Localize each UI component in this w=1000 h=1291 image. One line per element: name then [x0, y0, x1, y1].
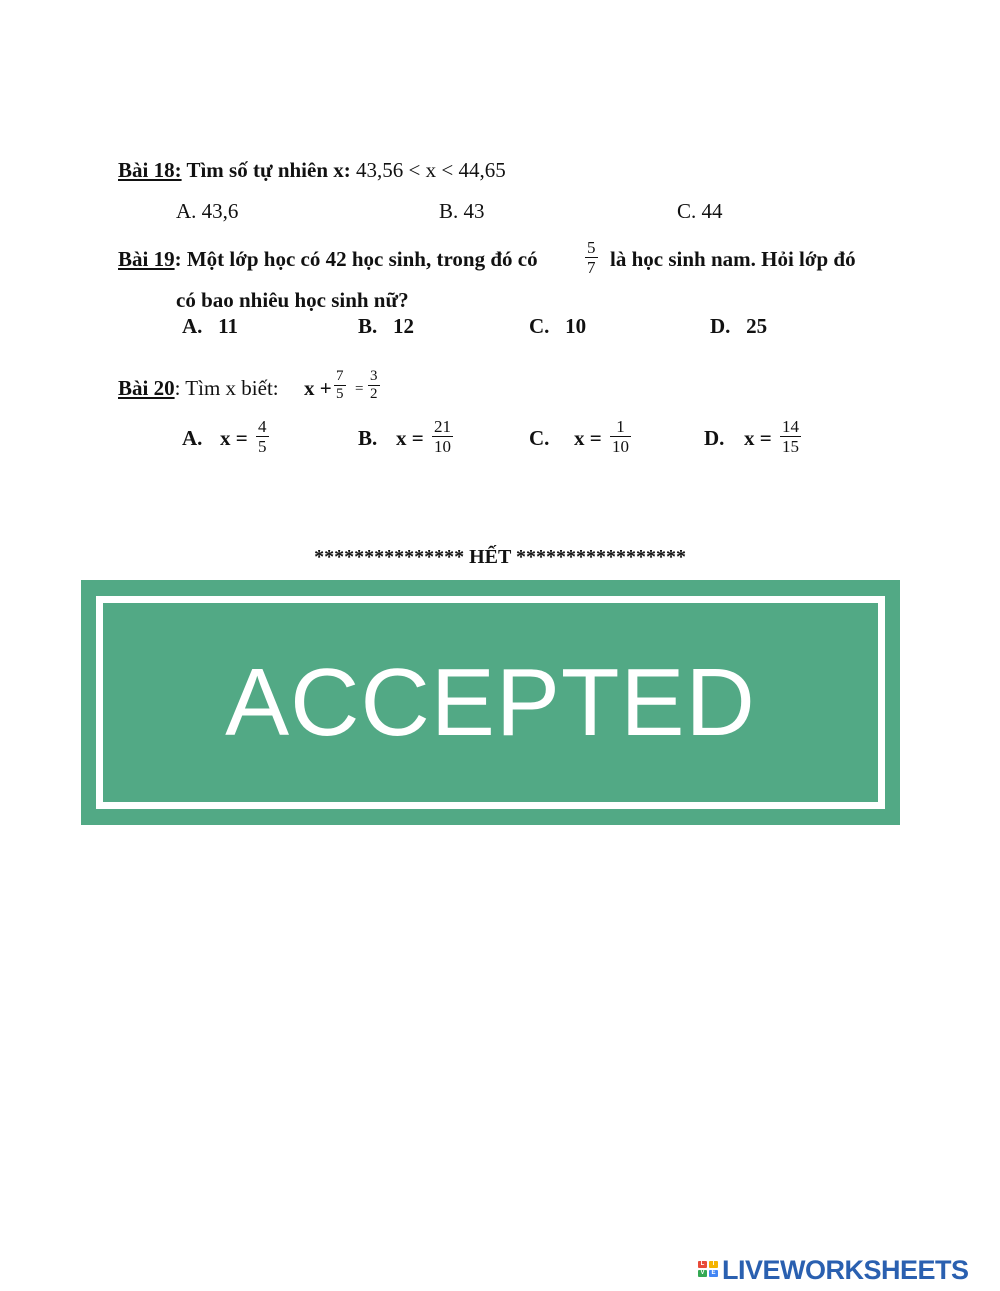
- q19-fraction: [585, 238, 598, 277]
- q20-expr-fraction-2: [368, 368, 380, 403]
- logo-block-i: I: [709, 1261, 718, 1268]
- q20-option-d-num: 14: [782, 417, 799, 436]
- q20-option-a-den: 5: [258, 437, 267, 456]
- question-19-prompt-a: : Một lớp học có 42 học sinh, trong đó có: [174, 247, 538, 271]
- q20-option-b-den: 10: [434, 437, 451, 456]
- accepted-stamp-text: ACCEPTED: [225, 648, 756, 756]
- logo-block-l: L: [698, 1261, 707, 1268]
- q20-expr-fraction-1-num: 7: [336, 368, 344, 384]
- question-19-label: Bài 19: [118, 247, 175, 271]
- question-19: [118, 247, 538, 271]
- q19-option-d: D. 25: [710, 314, 768, 338]
- q20-option-b-fraction: [432, 417, 453, 456]
- logo-block-v: V: [698, 1270, 707, 1277]
- q18-option-a: A. 43,6: [176, 199, 239, 223]
- question-19-prompt-b: là học sinh nam. Hỏi lớp đó: [610, 247, 856, 271]
- q20-expr-fraction-1-den: 5: [336, 386, 344, 402]
- q19-fraction-denominator: 7: [587, 258, 596, 277]
- q20-expr-fraction-1: [334, 368, 346, 403]
- q20-option-b-lhs: x =: [396, 426, 424, 450]
- q20-option-d-lhs: x =: [744, 426, 772, 450]
- q20-option-c-lhs: x =: [574, 426, 602, 450]
- q20-option-b-num: 21: [434, 417, 451, 436]
- q20-option-d-fraction: [780, 417, 801, 456]
- q19-fraction-numerator: 5: [587, 238, 596, 257]
- liveworksheets-wordmark: LIVEWORKSHEETS: [722, 1254, 969, 1285]
- q20-option-a-fraction: [256, 417, 269, 456]
- q18-option-b: B. 43: [439, 199, 485, 223]
- question-19-prompt-c: có bao nhiêu học sinh nữ?: [176, 288, 409, 312]
- q20-option-a-letter: A.: [182, 426, 203, 450]
- question-18: [118, 158, 506, 182]
- question-20-label: Bài 20: [118, 376, 175, 400]
- q20-option-a-lhs: x =: [220, 426, 248, 450]
- q20-expr-fraction-2-num: 3: [370, 368, 378, 384]
- liveworksheets-icon: [698, 1257, 720, 1283]
- question-20: [118, 376, 279, 400]
- q19-option-a: A. 11: [182, 314, 239, 338]
- q20-expr-x: x +: [304, 376, 332, 400]
- logo-block-e: E: [709, 1270, 718, 1277]
- q20-option-c-den: 10: [612, 437, 629, 456]
- question-18-prompt: Tìm số tự nhiên x:: [181, 158, 351, 182]
- q20-expr-fraction-2-den: 2: [370, 386, 378, 402]
- question-20-prompt: : Tìm x biết:: [174, 376, 279, 400]
- q20-option-c-fraction: [610, 417, 631, 456]
- question-18-inequality: 43,56 < x < 44,65: [350, 158, 506, 182]
- accepted-stamp-border: [96, 596, 885, 809]
- end-line: *************** HẾT *****************: [314, 546, 686, 568]
- liveworksheets-logo: [698, 1256, 969, 1284]
- q20-option-a-num: 4: [258, 417, 267, 436]
- q20-option-d-letter: D.: [704, 426, 725, 450]
- q20-option-c-letter: C.: [529, 426, 550, 450]
- accepted-stamp: [81, 580, 900, 825]
- q19-option-c: C. 10: [529, 314, 587, 338]
- q20-option-c-num: 1: [610, 417, 631, 437]
- q20-option-d-den: 15: [782, 437, 799, 456]
- q18-option-c: C. 44: [677, 199, 723, 223]
- q20-option-b-letter: B.: [358, 426, 378, 450]
- question-18-label: Bài 18:: [118, 158, 182, 182]
- q20-expr-equals: =: [355, 381, 364, 397]
- q19-option-b: B. 12: [358, 314, 415, 338]
